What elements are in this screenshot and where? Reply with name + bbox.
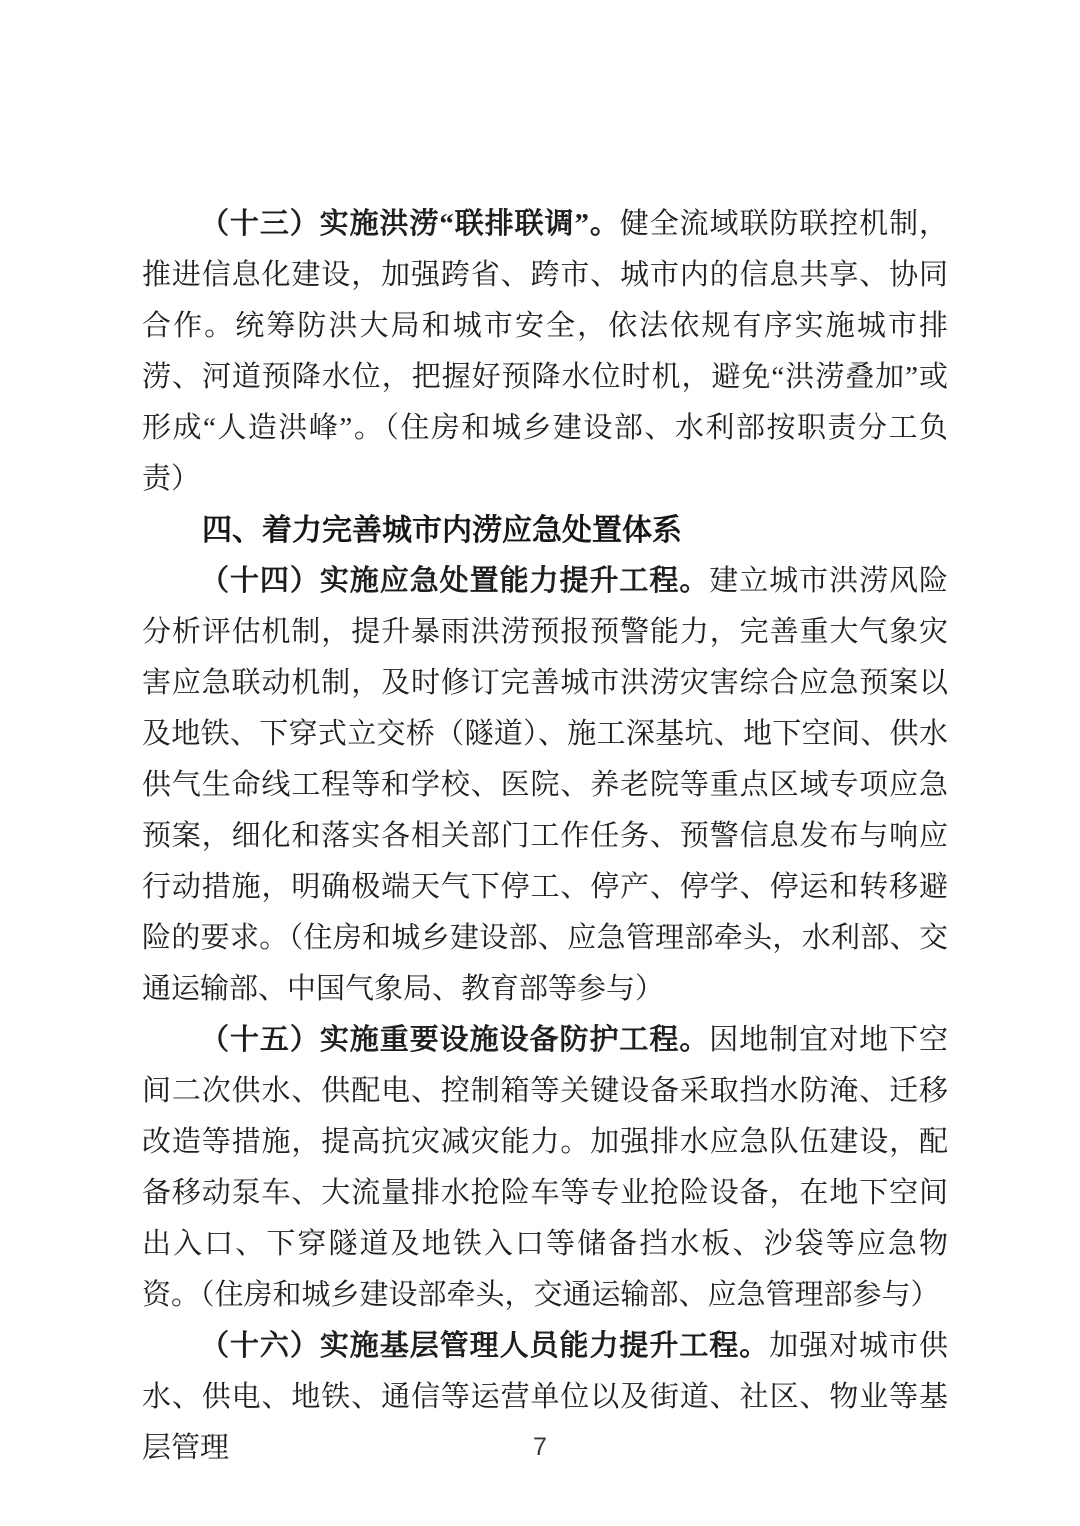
paragraph-item-16-body: 加强对城市供水、供电、地铁、通信等运营单位以及街道、社区、物业等基层管理 bbox=[142, 1330, 948, 1464]
paragraph-item-15-lead: （十五）实施重要设施设备防护工程。 bbox=[200, 1024, 710, 1056]
paragraph-item-13-lead: （十三）实施洪涝“联排联调”。 bbox=[200, 208, 620, 240]
page-number: 7 bbox=[533, 1433, 547, 1461]
paragraph-item-14 bbox=[142, 556, 948, 1015]
paragraph-item-15 bbox=[142, 1015, 948, 1321]
paragraph-item-16-lead: （十六）实施基层管理人员能力提升工程。 bbox=[200, 1330, 770, 1362]
section-heading-4: 四、着力完善城市内涝应急处置体系 bbox=[202, 514, 682, 547]
paragraph-item-13 bbox=[142, 199, 948, 505]
document-body bbox=[142, 199, 948, 1474]
paragraph-item-14-lead: （十四）实施应急处置能力提升工程。 bbox=[200, 565, 710, 597]
paragraph-item-14-body: 建立城市洪涝风险分析评估机制，提升暴雨洪涝预报预警能力，完善重大气象灾害应急联动机制，及时修订完善城市洪涝灾害综合应急预案以及地铁、下穿式立交桥（隧道）、施工深基坑、地下空间、供水供气生命线工程等和学校、医院、养老院等重点区域专项应急预案，细化和落实各相关部门工作任务、预警信息发布与响应行动措施，明确极端天气下停工、停产、停学、停运和转移避险的要求。（住房和城乡建设部、应急管理部牵头，水利部、交通运输部、中国气象局、教育部等参与） bbox=[142, 565, 948, 1005]
paragraph-item-13-body: 健全流域联防联控机制，推进信息化建设，加强跨省、跨市、城市内的信息共享、协同合作。统筹防洪大局和城市安全，依法依规有序实施城市排涝、河道预降水位，把握好预降水位时机，避免“洪涝叠加”或形成“人造洪峰”。（住房和城乡建设部、水利部按职责分工负责） bbox=[142, 208, 948, 495]
paragraph-item-15-body: 因地制宜对地下空间二次供水、供配电、控制箱等关键设备采取挡水防淹、迁移改造等措施，提高抗灾减灾能力。加强排水应急队伍建设，配备移动泵车、大流量排水抢险车等专业抢险设备，在地下空间出入口、下穿隧道及地铁入口等储备挡水板、沙袋等应急物资。（住房和城乡建设部牵头，交通运输部、应急管理部参与） bbox=[142, 1024, 948, 1311]
